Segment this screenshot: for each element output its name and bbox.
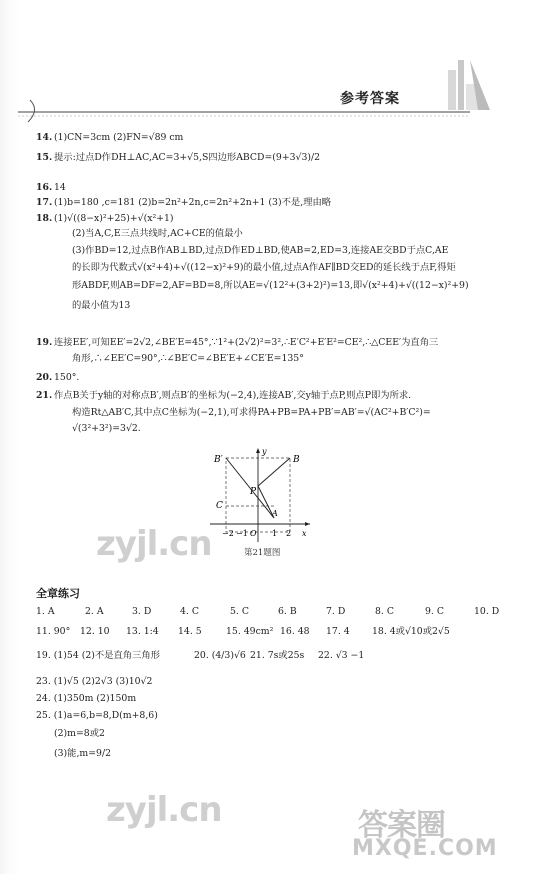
chapter-answer: 14. 5 <box>178 626 202 637</box>
answer-text: 构造Rt△AB′C,其中点C坐标为(−2,1),可求得PA+PB=PA+PB′=AB′=√(AC²+B′C²)= <box>72 407 431 418</box>
answer-text: (3)作BD=12,过点B作AB⊥BD,过点D作ED⊥BD,使AB=2,ED=3,连接AE交BD于点C,AE <box>72 245 449 256</box>
chapter-answer: 18. 4或√10或2√5 <box>372 626 450 637</box>
label-b-prime: B′ <box>214 455 223 465</box>
answer-line <box>54 407 431 418</box>
answer-number: 21. <box>36 390 53 401</box>
chapter-answer: 22. √3 −1 <box>318 650 365 661</box>
answer-text: √(3²+3²)=3√2. <box>72 423 141 434</box>
chapter-answer: 16. 48 <box>280 626 310 637</box>
chapter-answer: 5. C <box>230 606 249 617</box>
chapter-answer: 8. C <box>375 606 394 617</box>
chapter-answer: 13. 1:4 <box>126 626 159 637</box>
chapter-answer: 19. (1)54 (2)不是直角三角形 <box>36 650 160 661</box>
tick-2: 2 <box>286 529 292 538</box>
answer-number: 19. <box>36 337 53 348</box>
answer-line <box>54 245 448 256</box>
answer-text: 提示:过点D作DH⊥AC,AC=3+√5,S四边形ABCD=(9+3√3)/2 <box>54 152 321 163</box>
answer-line <box>54 262 456 273</box>
tick-neg2: −2 <box>222 529 234 538</box>
answer-text: (1)b=180 ,c=181 (2)b=2n²+2n,c=2n²+2n+1 (3)不是,理由略 <box>54 197 332 208</box>
page-header <box>0 0 534 140</box>
answer-text: 14 <box>54 182 66 193</box>
label-b: B <box>293 455 300 465</box>
answer-line <box>36 197 331 208</box>
chapter-answer: 24. (1)350m (2)150m <box>36 693 137 704</box>
figure-caption: 第21题图 <box>244 548 281 558</box>
answer-line <box>36 337 438 348</box>
chapter-answer: 3. D <box>132 606 152 617</box>
chapter-answer: 7. D <box>326 606 346 617</box>
answer-line <box>54 228 243 239</box>
answer-line <box>36 182 66 193</box>
chapter-title: 全章练习 <box>36 587 80 600</box>
label-a: A <box>272 509 278 518</box>
answer-line <box>36 390 411 401</box>
chapter-answer: 17. 4 <box>326 626 350 637</box>
answer-number: 15. <box>36 152 53 163</box>
answer-text: (2)当A,C,E三点共线时,AC+CE的值最小 <box>72 228 243 239</box>
tick-1: 1 <box>272 529 278 538</box>
chapter-answer: 9. C <box>425 606 444 617</box>
answer-text: 的最小值为13 <box>72 300 131 311</box>
answer-text: 角形,∴∠EE′C=90°,∴∠BE′C=∠BE′E+∠CE′E=135° <box>72 353 304 364</box>
answer-line <box>54 353 304 364</box>
answer-number: 16. <box>36 182 53 193</box>
answer-line <box>54 280 469 291</box>
tick-neg1: −1 <box>236 529 248 538</box>
answer-text: 的长即为代数式√(x²+4)+√((12−x)²+9)的最小值,过点A作AF∥BD交ED的延长线于点F,得矩 <box>72 262 456 273</box>
answer-text: (1)CN=3cm (2)FN=√89 cm <box>54 132 184 143</box>
label-y: y <box>262 447 267 456</box>
answer-number: 20. <box>36 372 53 383</box>
chapter-answer: 25. (1)a=6,b=8,D(m+8,6) <box>36 710 158 721</box>
chapter-answer: 11. 90° <box>36 626 71 637</box>
header-title: 参考答案 <box>340 91 400 107</box>
answer-number: 18. <box>36 213 53 224</box>
answer-number: 17. <box>36 197 53 208</box>
chapter-answer: 6. B <box>278 606 297 617</box>
chapter-answer: 12. 10 <box>80 626 110 637</box>
chapter-answer: 2. A <box>85 606 104 617</box>
chapter-answer: (2)m=8或2 <box>54 728 105 739</box>
header-decoration <box>0 0 534 140</box>
answer-line <box>36 152 320 163</box>
chapter-answer: 10. D <box>474 606 500 617</box>
answer-line <box>36 372 79 383</box>
watermark-4: MXQE.COM <box>352 836 498 861</box>
tick-origin: O <box>250 529 257 538</box>
answer-line <box>36 213 174 224</box>
label-x: x <box>302 529 307 538</box>
chapter-answer: 21. 7s或25s <box>250 650 305 661</box>
chapter-answer: 23. (1)√5 (2)2√3 (3)10√2 <box>36 676 153 687</box>
chapter-answer: 4. C <box>180 606 199 617</box>
watermark-3: 答案圈 <box>358 808 445 843</box>
answer-text: 形ABDF,则AB=DF=2,AF=BD=8,所以AE=√(12²+(3+2)²)=13,即√(x²+4)+√((12−x)²+9) <box>72 280 469 291</box>
answer-text: 连接EE′,可知EE′=2√2,∠BE′E=45°,∵1²+(2√2)²=3²,∴E′C²+E′E²=CE²,∴△CEE′为直角三 <box>54 337 439 348</box>
answer-line <box>54 300 130 311</box>
answer-line <box>54 423 141 434</box>
watermark-1: zyjl.cn <box>96 524 212 564</box>
chapter-answer: (3)能,m=9/2 <box>54 748 111 759</box>
chapter-answer: 20. (4/3)√6 <box>194 650 246 661</box>
answer-line <box>36 132 183 143</box>
label-c: C <box>216 501 223 511</box>
answer-text: (1)√((8−x)²+25)+√(x²+1) <box>54 213 174 224</box>
chapter-answer: 15. 49cm² <box>226 626 274 637</box>
chapter-answer: 1. A <box>36 606 55 617</box>
answer-text: 作点B关于y轴的对称点B′,则点B′的坐标为(−2,4),连接AB′,交y轴于点P,则点P即为所求. <box>54 390 412 401</box>
answer-text: 150°. <box>54 372 80 383</box>
watermark-2: zyjl.cn <box>106 790 222 830</box>
figure-21 <box>206 446 316 546</box>
label-p: P <box>250 487 257 497</box>
answer-number: 14. <box>36 132 53 143</box>
